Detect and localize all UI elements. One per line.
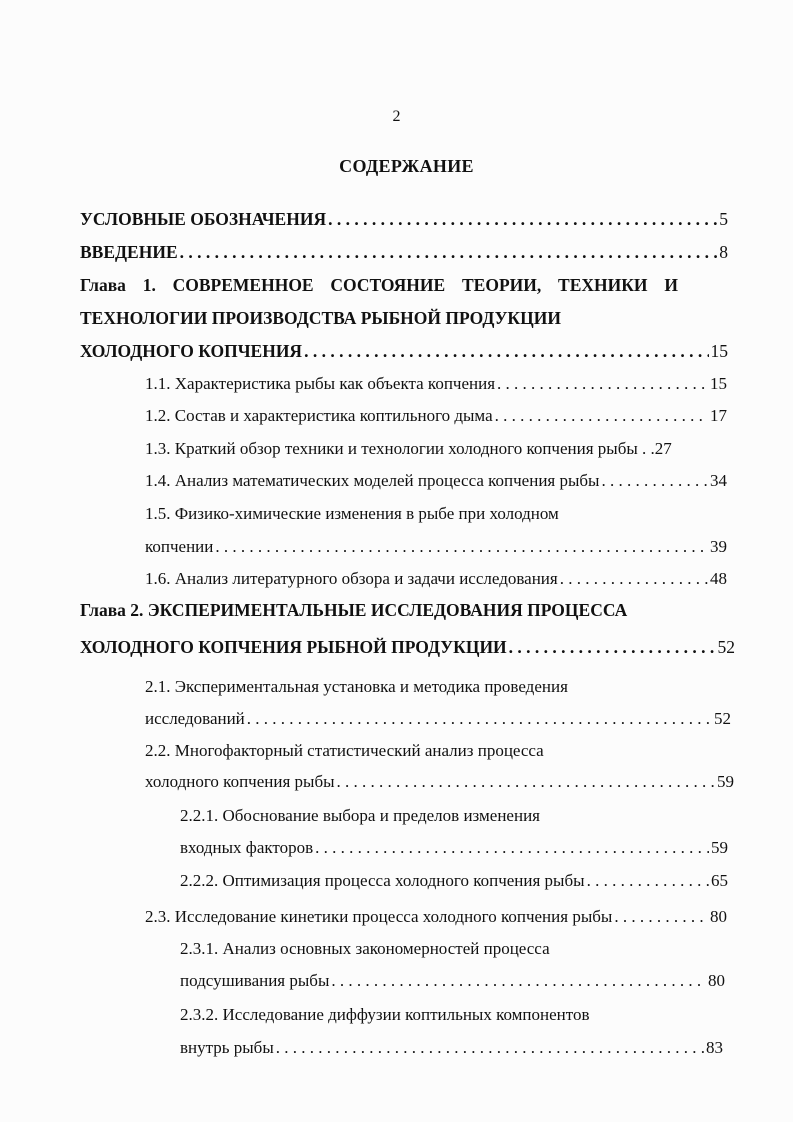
toc-entry-1-5-line2[interactable]: копчении . . . 39: [145, 536, 727, 558]
toc-chapter-1-line3[interactable]: ХОЛОДНОГО КОПЧЕНИЯ . . . 15: [80, 340, 728, 362]
leader-dots: [601, 470, 708, 492]
toc-entry-2-1-line2[interactable]: исследований . . . 52: [145, 708, 731, 730]
toc-chapter-2-line1[interactable]: Глава 2. ЭКСПЕРИМЕНТАЛЬНЫЕ ИССЛЕДОВАНИЯ ПРОЦЕССА: [80, 600, 628, 620]
toc-entry-1-4[interactable]: 1.4. Анализ математических моделей процесса копчения рыбы . . . 34: [145, 470, 727, 492]
toc-entry-introduction[interactable]: ВВЕДЕНИЕ . . . 8: [80, 241, 728, 263]
toc-entry-2-2-2[interactable]: 2.2.2. Оптимизация процесса холодного копчения рыбы . . . 65: [180, 870, 728, 892]
leader-dots: [315, 837, 709, 859]
toc-entry-1-1[interactable]: 1.1. Характеристика рыбы как объекта копчения . . . 15: [145, 373, 727, 395]
leader-dots: [247, 708, 712, 730]
toc-entry-2-2-line2[interactable]: холодного копчения рыбы . . . 59: [145, 771, 734, 793]
leader-dots: [587, 870, 709, 892]
page-number: 2: [392, 108, 401, 125]
toc-entry-2-3-2-line1[interactable]: 2.3.2. Исследование диффузии коптильных компонентов: [180, 1005, 590, 1024]
leader-dots: [180, 241, 718, 263]
toc-entry-1-3[interactable]: 1.3. Краткий обзор техники и технологии холодного копчения рыбы . . 27: [145, 439, 672, 458]
toc-entry-2-3[interactable]: 2.3. Исследование кинетики процесса холодного копчения рыбы . . . 80: [145, 906, 727, 928]
toc-entry-2-2-1-line2[interactable]: входных факторов . . . 59: [180, 837, 728, 859]
leader-dots: [337, 771, 715, 793]
leader-dots: [276, 1037, 704, 1059]
leader-dots: [328, 208, 717, 230]
page-title: СОДЕРЖАНИЕ: [339, 156, 474, 176]
leader-dots: [215, 536, 708, 558]
toc-entry-2-3-1-line2[interactable]: подсушивания рыбы . . . 80: [180, 970, 725, 992]
leader-dots: [509, 636, 716, 658]
toc-entry-2-1-line1[interactable]: 2.1. Экспериментальная установка и методика проведения: [145, 677, 568, 696]
toc-entry-1-6[interactable]: 1.6. Анализ литературного обзора и задачи исследования . . . 48: [145, 568, 727, 590]
leader-dots: [495, 405, 708, 427]
toc-entry-1-5-line1[interactable]: 1.5. Физико-химические изменения в рыбе при холодном: [145, 504, 559, 523]
toc-entry-2-2-1-line1[interactable]: 2.2.1. Обоснование выбора и пределов изменения: [180, 806, 540, 825]
toc-entry-2-3-1-line1[interactable]: 2.3.1. Анализ основных закономерностей процесса: [180, 939, 550, 958]
toc-chapter-1-line1[interactable]: Глава 1. СОВРЕМЕННОЕ СОСТОЯНИЕ ТЕОРИИ, ТЕХНИКИ И: [80, 275, 678, 295]
leader-dots: [614, 906, 708, 928]
toc-entry-2-3-2-line2[interactable]: внутрь рыбы . . . 83: [180, 1037, 723, 1059]
toc-entry-abbreviations[interactable]: УСЛОВНЫЕ ОБОЗНАЧЕНИЯ . . . 5: [80, 208, 728, 230]
toc-entry-1-2[interactable]: 1.2. Состав и характеристика коптильного дыма . . . 17: [145, 405, 727, 427]
toc-chapter-1-line2: ТЕХНОЛОГИИ ПРОИЗВОДСТВА РЫБНОЙ ПРОДУКЦИИ: [80, 308, 561, 328]
leader-dots: [304, 340, 708, 362]
leader-dots: [497, 373, 708, 395]
toc-chapter-2-line2[interactable]: ХОЛОДНОГО КОПЧЕНИЯ РЫБНОЙ ПРОДУКЦИИ . . . 52: [80, 636, 735, 658]
leader-dots: [560, 568, 708, 590]
leader-dots: [331, 970, 706, 992]
toc-entry-2-2-line1[interactable]: 2.2. Многофакторный статистический анализ процесса: [145, 741, 544, 760]
